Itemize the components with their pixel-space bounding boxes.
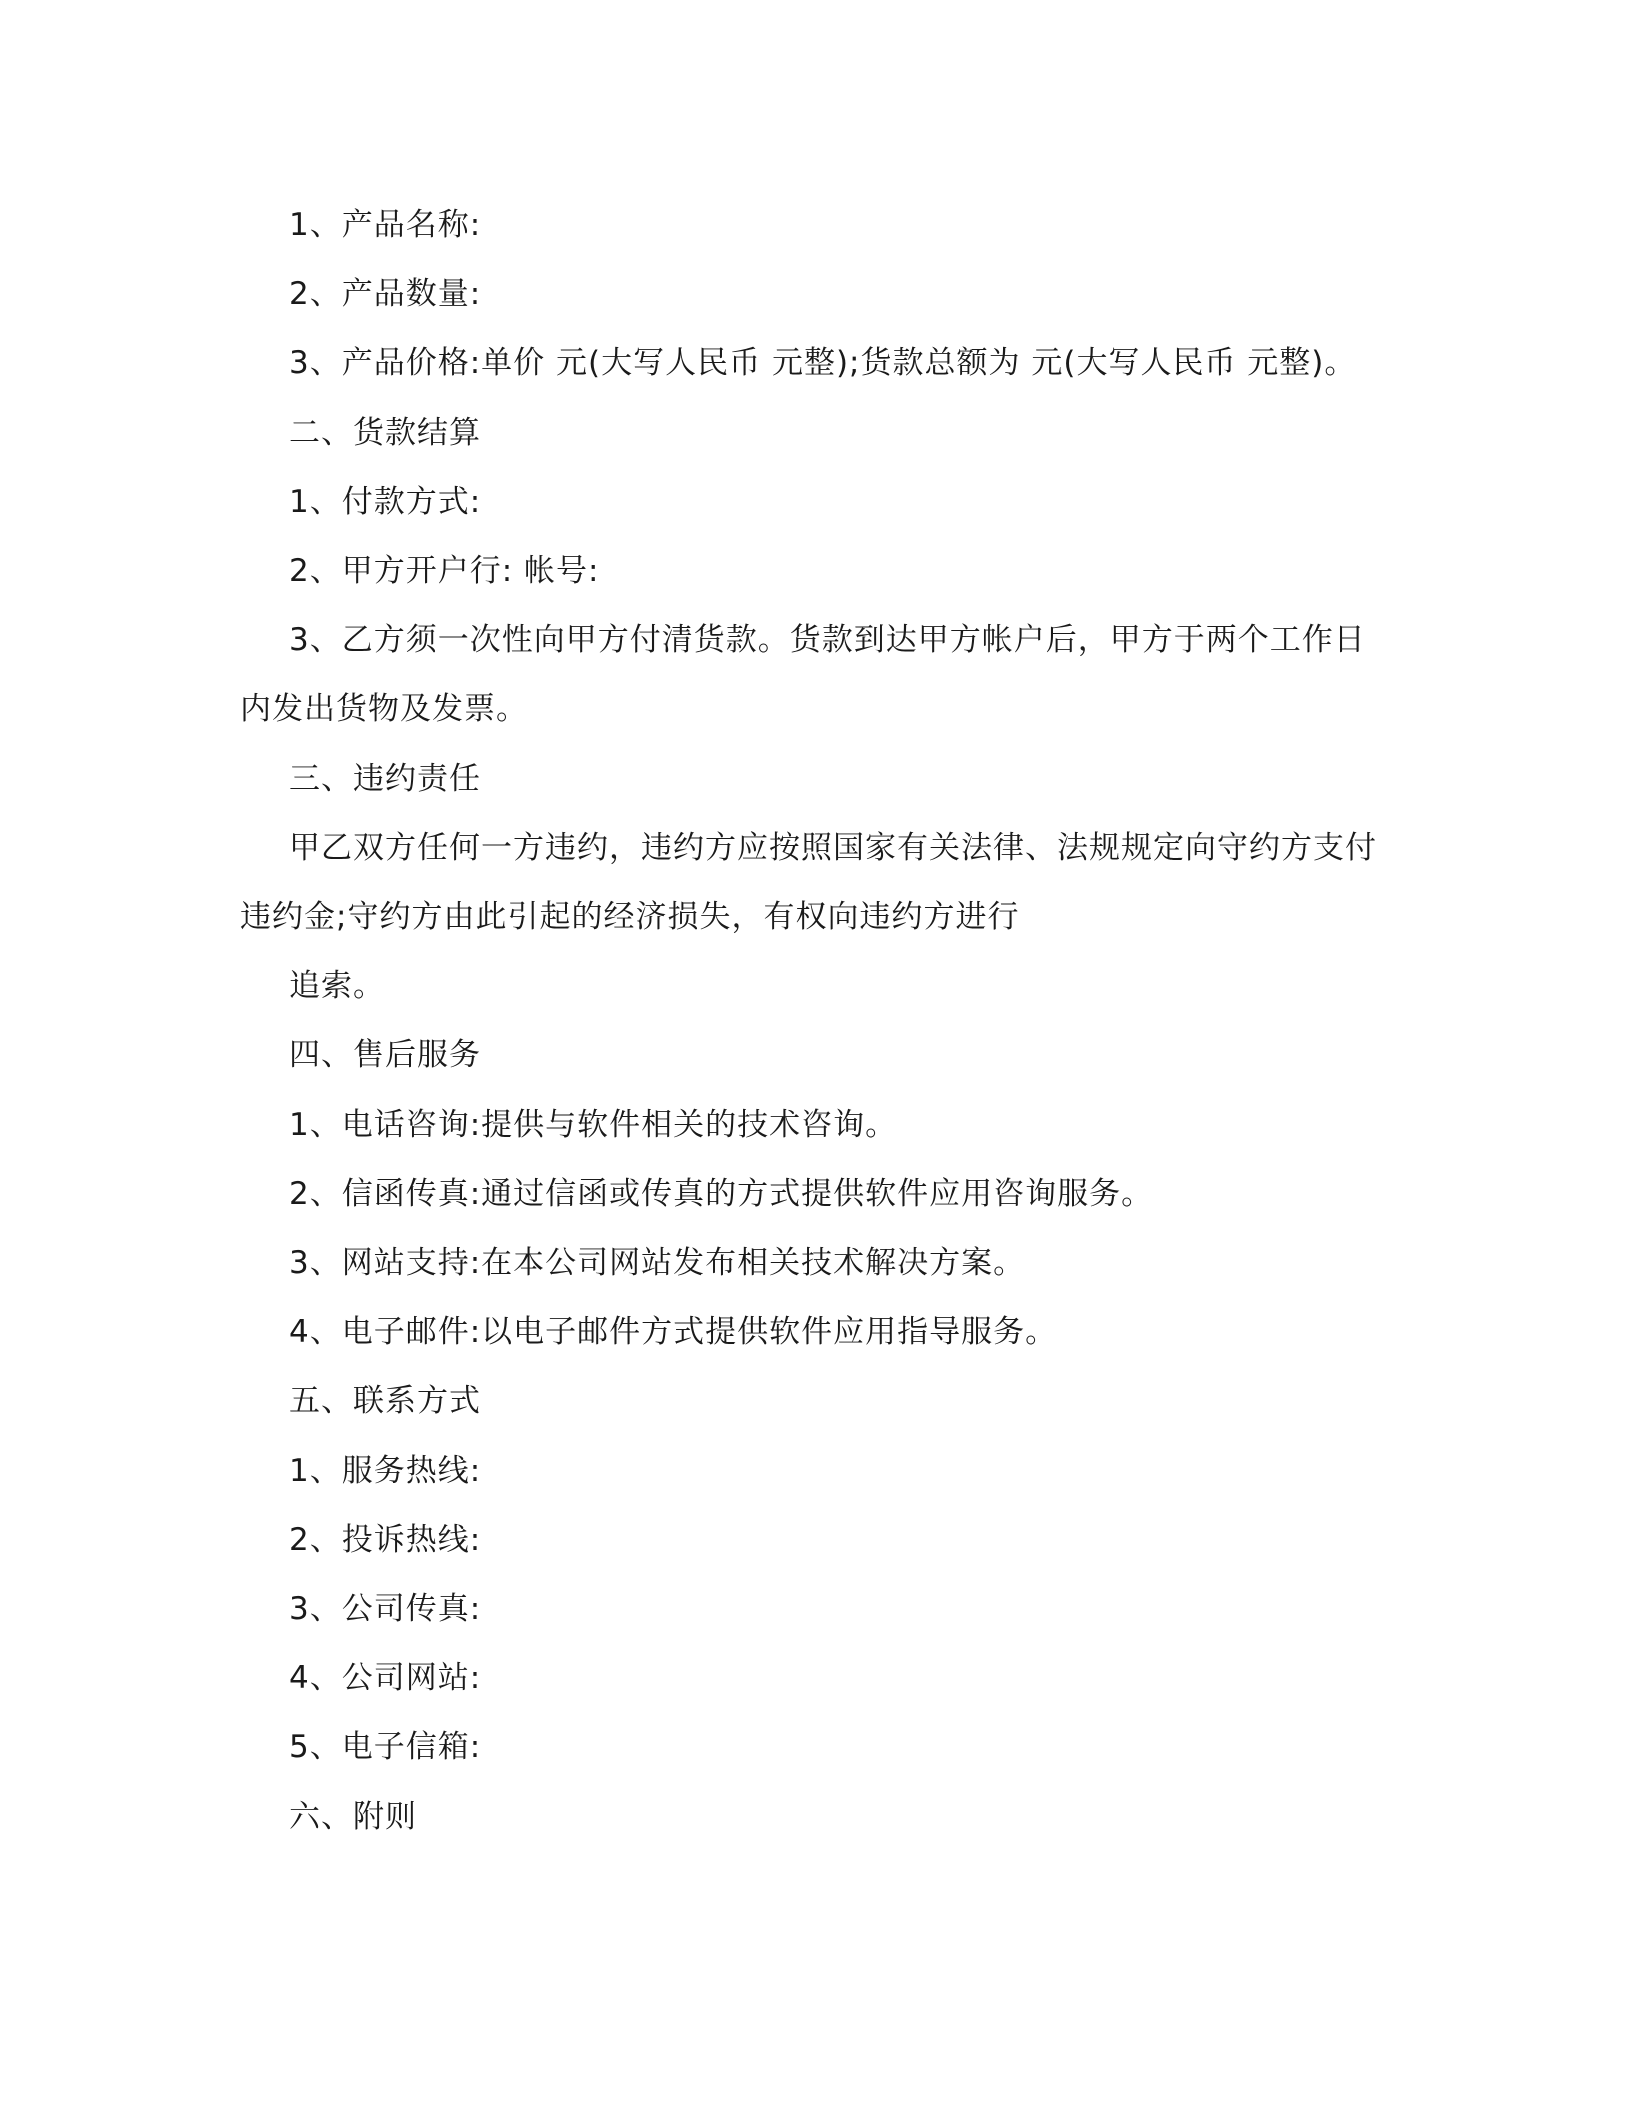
item-letter-fax: 2、信函传真:通过信函或传真的方式提供软件应用咨询服务。 (289, 1176, 1154, 1212)
section-heading-liability: 三、违约责任 (289, 761, 481, 797)
item-payment-method: 1、付款方式: (289, 484, 482, 520)
section-heading-contact: 五、联系方式 (289, 1383, 481, 1419)
paragraph-liability-continued: 违约金;守约方由此引起的经济损失，有权向违约方进行 (240, 899, 1020, 935)
section-heading-payment: 二、货款结算 (289, 415, 481, 451)
item-email-support: 4、电子邮件:以电子邮件方式提供软件应用指导服务。 (289, 1314, 1058, 1350)
item-bank-account: 2、甲方开户行: 帐号: (289, 553, 600, 589)
item-payment-terms-continued: 内发出货物及发票。 (240, 691, 528, 727)
item-company-website: 4、公司网站: (289, 1660, 482, 1696)
section-heading-after-sales: 四、售后服务 (289, 1037, 481, 1073)
item-product-name: 1、产品名称: (289, 207, 482, 243)
item-payment-terms: 3、乙方须一次性向甲方付清货款。货款到达甲方帐户后，甲方于两个工作日 (289, 622, 1366, 658)
paragraph-liability-end: 追索。 (289, 968, 385, 1004)
item-website-support: 3、网站支持:在本公司网站发布相关技术解决方案。 (289, 1245, 1026, 1281)
item-service-hotline: 1、服务热线: (289, 1453, 482, 1489)
item-product-price: 3、产品价格:单价 元(大写人民币 元整);货款总额为 元(大写人民币 元整)。 (289, 345, 1357, 381)
item-complaint-hotline: 2、投诉热线: (289, 1522, 482, 1558)
section-heading-supplementary: 六、附则 (289, 1799, 417, 1835)
paragraph-liability: 甲乙双方任何一方违约，违约方应按照国家有关法律、法规规定向守约方支付 (289, 830, 1377, 866)
item-phone-consulting: 1、电话咨询:提供与软件相关的技术咨询。 (289, 1107, 898, 1143)
item-email-address: 5、电子信箱: (289, 1729, 482, 1765)
item-company-fax: 3、公司传真: (289, 1591, 482, 1627)
item-product-quantity: 2、产品数量: (289, 276, 482, 312)
